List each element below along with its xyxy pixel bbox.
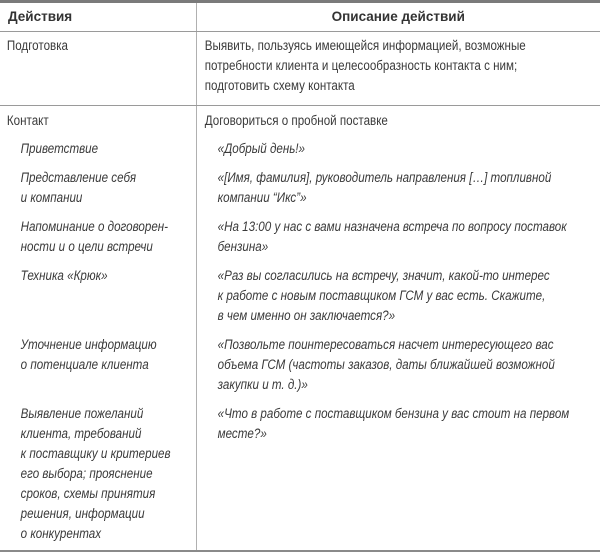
table-row [0, 106, 600, 140]
table-row [0, 217, 600, 266]
row-description: «Добрый день!» [217, 141, 305, 156]
table-row [0, 139, 600, 168]
table-row [0, 168, 600, 217]
table-row [0, 266, 600, 335]
row-description: «Что в работе с поставщиком бензина у вас стоит на первом месте?» [217, 406, 569, 441]
row-action: Техника «Крюк» [20, 268, 108, 283]
row-action: Выявление пожеланий клиента, требований к поставщику и критериев его выбора; прояснение сроков, схемы принятия решения, информации о конкурентах [20, 406, 171, 541]
table-row [0, 404, 600, 551]
table-row [0, 335, 600, 404]
row-description: «[Имя, фамилия], руководитель направления […] топливной компании “Икс”» [217, 170, 551, 205]
table-row [0, 32, 600, 106]
row-description: Выявить, пользуясь имеющейся информацией, возможные потребности клиента и целесообразность контакта с ним; подготовить схему контакта [204, 38, 526, 93]
row-action: Напоминание о договорен- ности и о цели встречи [20, 219, 169, 254]
row-description: «Позвольте поинтересоваться насчет интересующего вас объема ГСМ (частоты заказов, даты ближайшей возможной закупки и т. д.)» [217, 337, 555, 392]
header-description: Описание действий [196, 2, 600, 32]
row-action: Подготовка [6, 38, 68, 53]
row-description: «На 13:00 у нас с вами назначена встреча по вопросу поставок бензина» [217, 219, 567, 254]
row-action: Уточнение информацию о потенциале клиента [20, 337, 157, 372]
row-action: Приветствие [20, 141, 99, 156]
row-description: «Раз вы согласились на встречу, значит, какой-то интерес к работе с новым поставщиком ГСМ у вас есть. Скажите, в чем именно он заключается?» [217, 268, 550, 323]
row-action: Контакт [6, 113, 49, 128]
header-actions: Действия [0, 2, 196, 32]
row-description: Договориться о пробной поставке [204, 113, 388, 128]
row-action: Представление себя и компании [20, 170, 137, 205]
header-row [0, 2, 600, 32]
